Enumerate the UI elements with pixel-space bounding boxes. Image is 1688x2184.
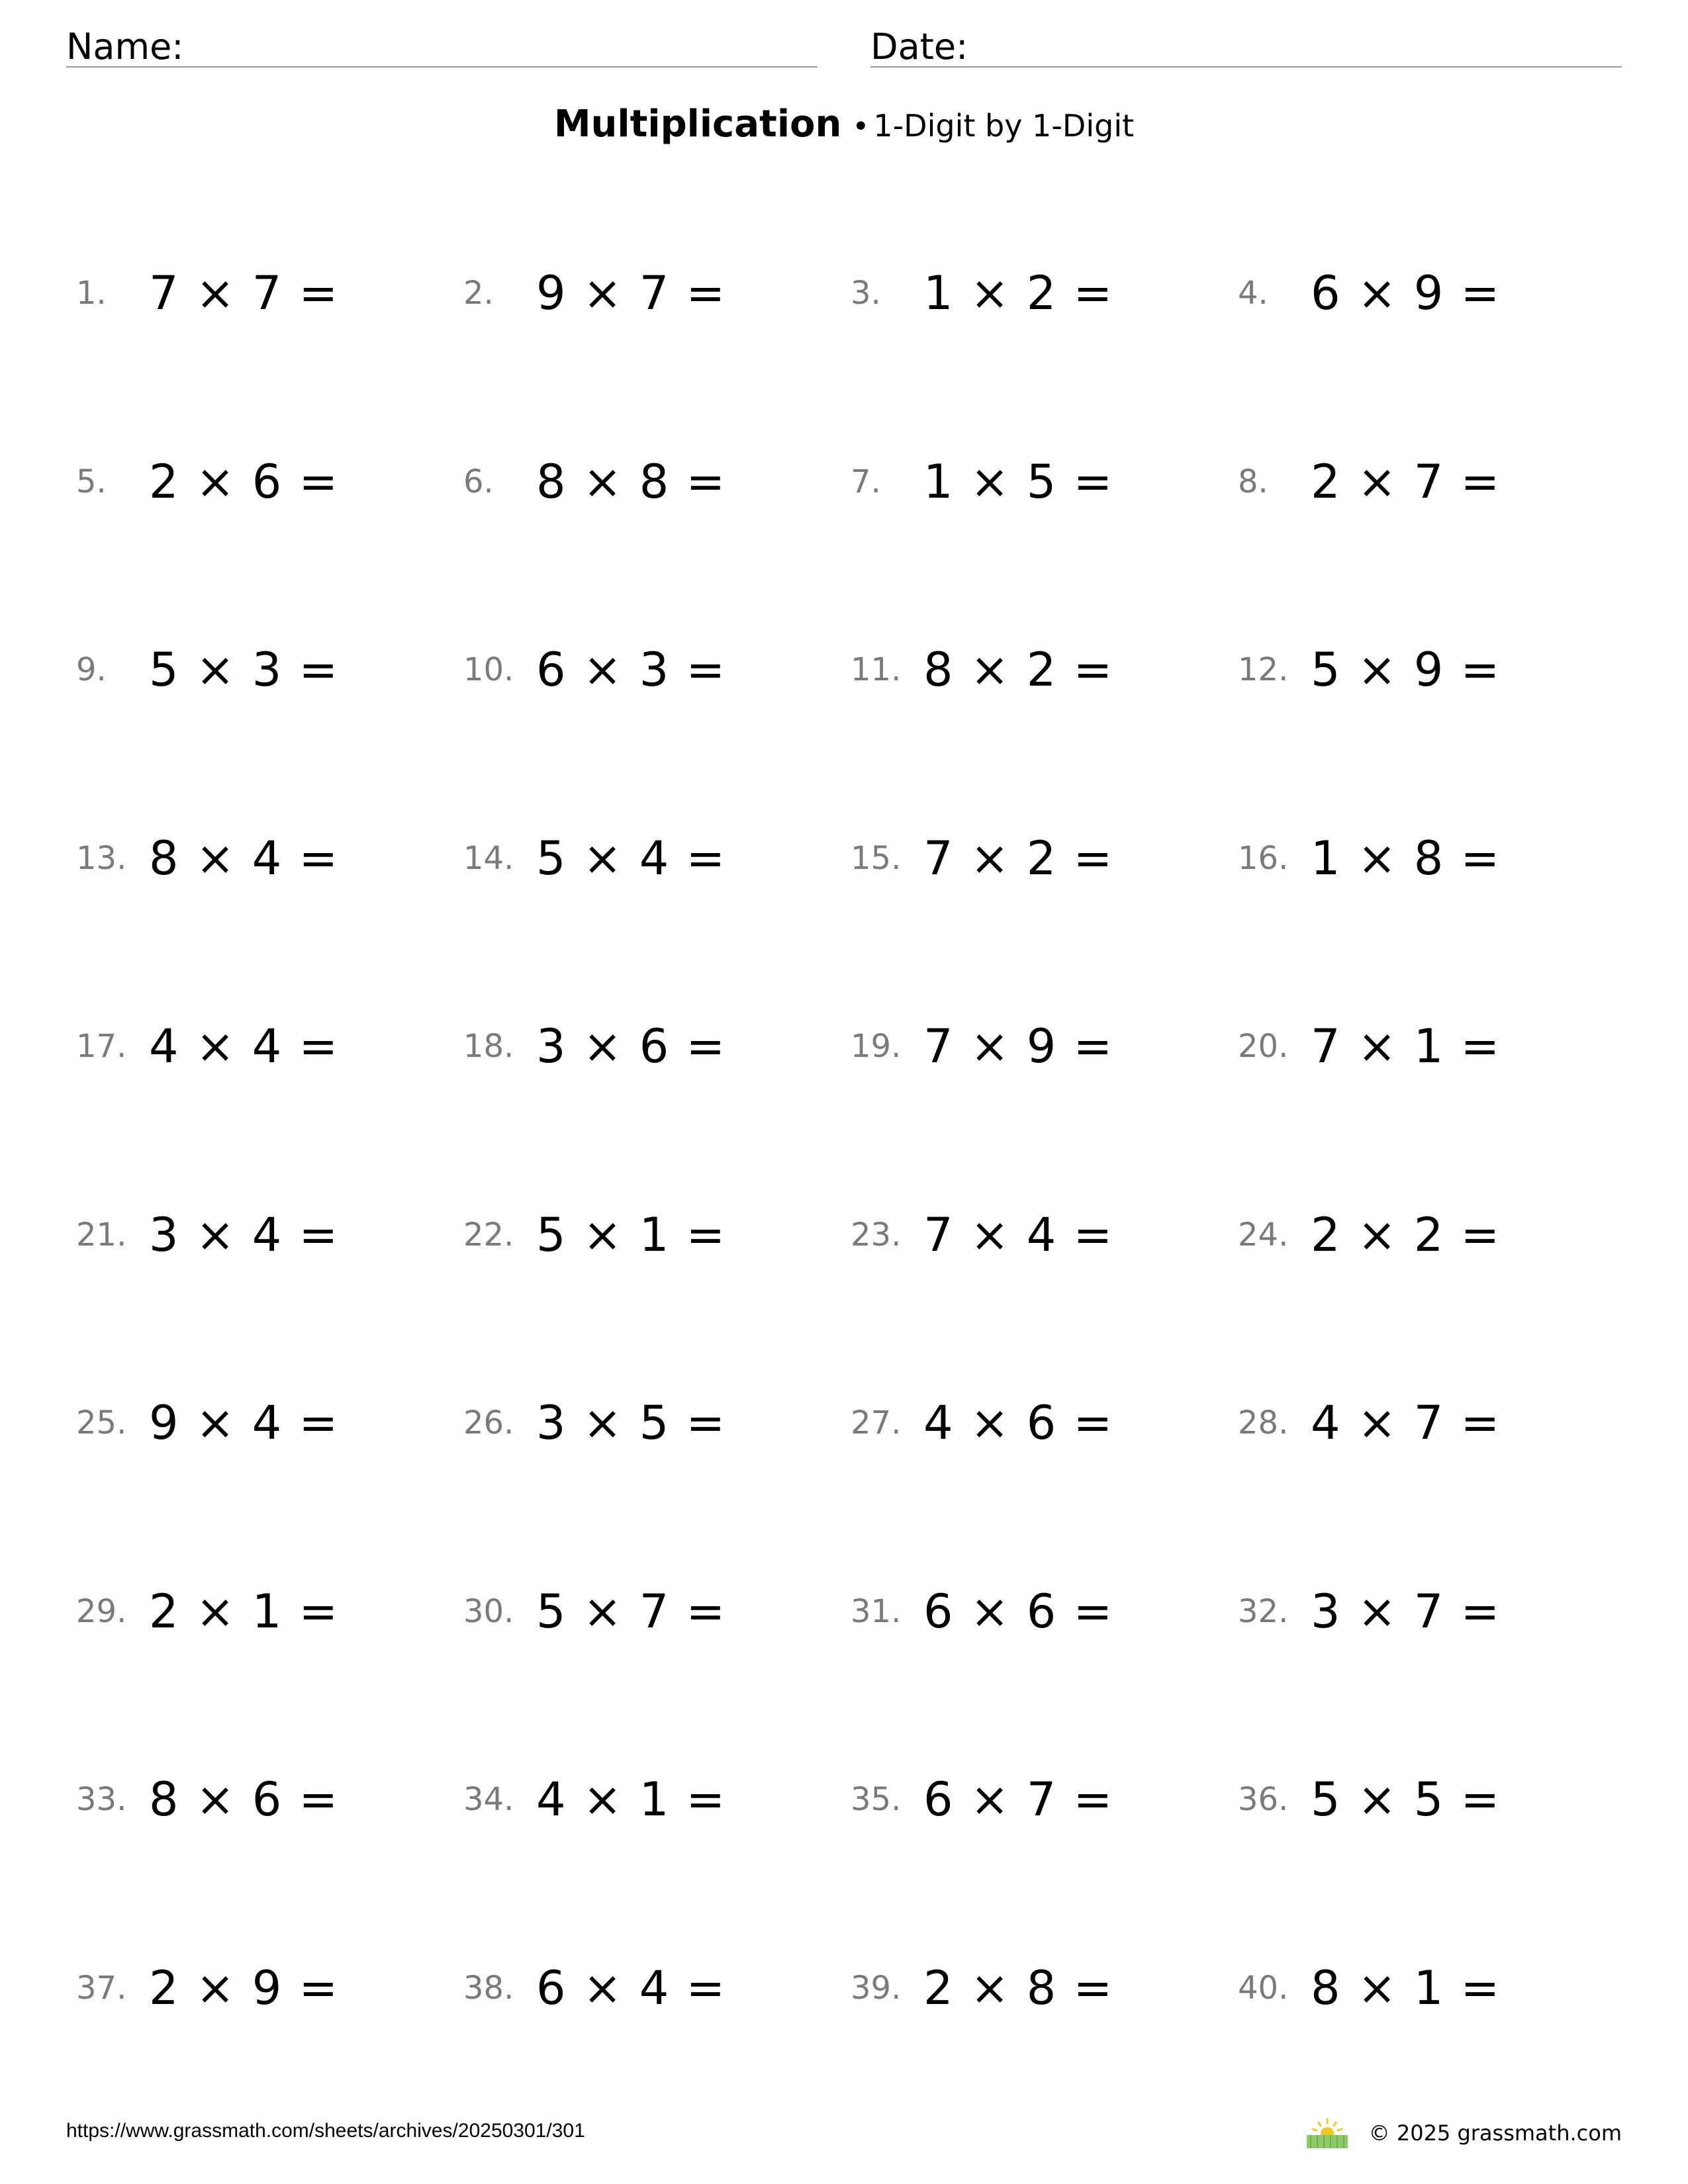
problem-number: 9. [76,651,107,688]
problem-number: 23. [851,1216,902,1253]
problem-expression: 6 × 3 = [536,642,727,697]
problem-number: 31. [851,1592,902,1630]
title-separator: • [852,110,870,144]
title-subtitle: 1-Digit by 1-Digit [873,108,1135,144]
problem-item [851,1584,1113,1637]
problem-number: 30. [463,1592,514,1630]
problem-expression: 2 × 6 = [149,454,340,509]
problem-item [1238,1584,1501,1637]
problem-item [851,831,1113,884]
problem-expression: 6 × 6 = [923,1584,1114,1639]
problem-expression: 5 × 4 = [536,831,727,886]
problem-number: 28. [1238,1404,1289,1441]
footer-url[interactable]: https://www.grassmath.com/sheets/archives/20250301/301 [66,2120,585,2142]
problem-item [463,1772,726,1825]
name-label: Name: [66,26,184,68]
problem-number: 18. [463,1027,514,1065]
problem-number: 35. [851,1780,902,1818]
problem-item [851,1396,1113,1449]
problem-item [1238,1019,1501,1072]
problem-expression: 4 × 7 = [1311,1395,1501,1450]
problem-expression: 2 × 8 = [923,1960,1114,2015]
problem-expression: 7 × 7 = [149,265,340,320]
problem-item [463,1396,726,1449]
problem-number: 22. [463,1216,514,1253]
title-main: Multiplication [553,103,842,146]
problem-number: 34. [463,1780,514,1818]
problem-number: 40. [1238,1969,1289,2007]
problem-number: 27. [851,1404,902,1441]
problem-item [463,643,726,696]
problem-item [1238,266,1501,319]
problem-item [1238,831,1501,884]
problem-expression: 8 × 8 = [536,454,727,509]
problem-number: 6. [463,463,494,500]
problem-expression: 8 × 6 = [149,1772,340,1827]
problem-number: 39. [851,1969,902,2007]
problem-number: 10. [463,651,514,688]
problem-expression: 4 × 6 = [923,1395,1114,1450]
problem-number: 11. [851,651,902,688]
problem-item [851,1208,1113,1261]
problem-expression: 9 × 7 = [536,265,727,320]
problem-number: 15. [851,839,902,877]
problem-item [76,266,339,319]
problem-expression: 1 × 5 = [923,454,1114,509]
problem-expression: 8 × 4 = [149,831,340,886]
problem-expression: 5 × 9 = [1311,642,1501,697]
problem-expression: 3 × 7 = [1311,1584,1501,1639]
problem-number: 4. [1238,274,1268,312]
problem-number: 17. [76,1027,127,1065]
problem-item [463,1019,726,1072]
problem-expression: 2 × 1 = [149,1584,340,1639]
problem-item [76,1772,339,1825]
problem-number: 1. [76,274,107,312]
problem-item [1238,455,1501,508]
problem-expression: 5 × 7 = [536,1584,727,1639]
problem-number: 20. [1238,1027,1289,1065]
problem-item [463,1961,726,2014]
problem-expression: 5 × 1 = [536,1207,727,1262]
problem-number: 5. [76,463,107,500]
problem-expression: 5 × 3 = [149,642,340,697]
problem-item [851,1019,1113,1072]
problem-item [463,831,726,884]
problem-expression: 2 × 9 = [149,1960,340,2015]
problem-number: 2. [463,274,494,312]
problem-expression: 5 × 5 = [1311,1772,1501,1827]
problem-number: 21. [76,1216,127,1253]
problem-item [1238,1772,1501,1825]
problem-expression: 3 × 4 = [149,1207,340,1262]
problem-number: 29. [76,1592,127,1630]
problem-item [1238,1208,1501,1261]
problem-number: 14. [463,839,514,877]
problem-expression: 8 × 1 = [1311,1960,1501,2015]
problem-item [76,643,339,696]
copyright-text: © 2025 grassmath.com [1368,2120,1622,2146]
grass-sun-logo-icon [1304,2116,1350,2150]
problem-expression: 7 × 4 = [923,1207,1114,1262]
problem-expression: 3 × 6 = [536,1019,727,1073]
problem-item [76,1961,339,2014]
problem-number: 3. [851,274,881,312]
problem-item [463,1584,726,1637]
problem-expression: 8 × 2 = [923,642,1114,697]
problem-number: 25. [76,1404,127,1441]
footer-branding [1304,2116,1622,2150]
date-label: Date: [870,26,968,68]
problem-item [851,1772,1113,1825]
problem-item [851,266,1113,319]
problem-item [76,1019,339,1072]
problem-number: 16. [1238,839,1289,877]
problem-item [851,643,1113,696]
problem-number: 36. [1238,1780,1289,1818]
problem-expression: 2 × 7 = [1311,454,1501,509]
problem-item [76,1584,339,1637]
problem-item [1238,1396,1501,1449]
problem-expression: 6 × 7 = [923,1772,1114,1827]
problem-number: 13. [76,839,127,877]
problem-item [1238,1961,1501,2014]
problem-number: 33. [76,1780,127,1818]
problem-item [1238,643,1501,696]
problem-item [76,831,339,884]
problem-expression: 6 × 4 = [536,1960,727,2015]
problem-number: 37. [76,1969,127,2007]
problem-expression: 7 × 1 = [1311,1019,1501,1073]
problem-expression: 4 × 4 = [149,1019,340,1073]
problem-item [463,266,726,319]
problem-number: 19. [851,1027,902,1065]
problem-item [463,455,726,508]
problem-expression: 1 × 2 = [923,265,1114,320]
problem-item [76,455,339,508]
problem-expression: 1 × 8 = [1311,831,1501,886]
problem-item [76,1208,339,1261]
problem-item [851,1961,1113,2014]
problem-item [851,455,1113,508]
problem-expression: 2 × 2 = [1311,1207,1501,1262]
problem-number: 38. [463,1969,514,2007]
problem-item [463,1208,726,1261]
problem-item [76,1396,339,1449]
problem-expression: 7 × 2 = [923,831,1114,886]
problem-number: 32. [1238,1592,1289,1630]
problem-expression: 9 × 4 = [149,1395,340,1450]
problem-expression: 4 × 1 = [536,1772,727,1827]
problem-number: 8. [1238,463,1268,500]
problem-expression: 7 × 9 = [923,1019,1114,1073]
problem-number: 12. [1238,651,1289,688]
problem-number: 7. [851,463,881,500]
problem-expression: 6 × 9 = [1311,265,1501,320]
problem-expression: 3 × 5 = [536,1395,727,1450]
problem-number: 26. [463,1404,514,1441]
problem-number: 24. [1238,1216,1289,1253]
